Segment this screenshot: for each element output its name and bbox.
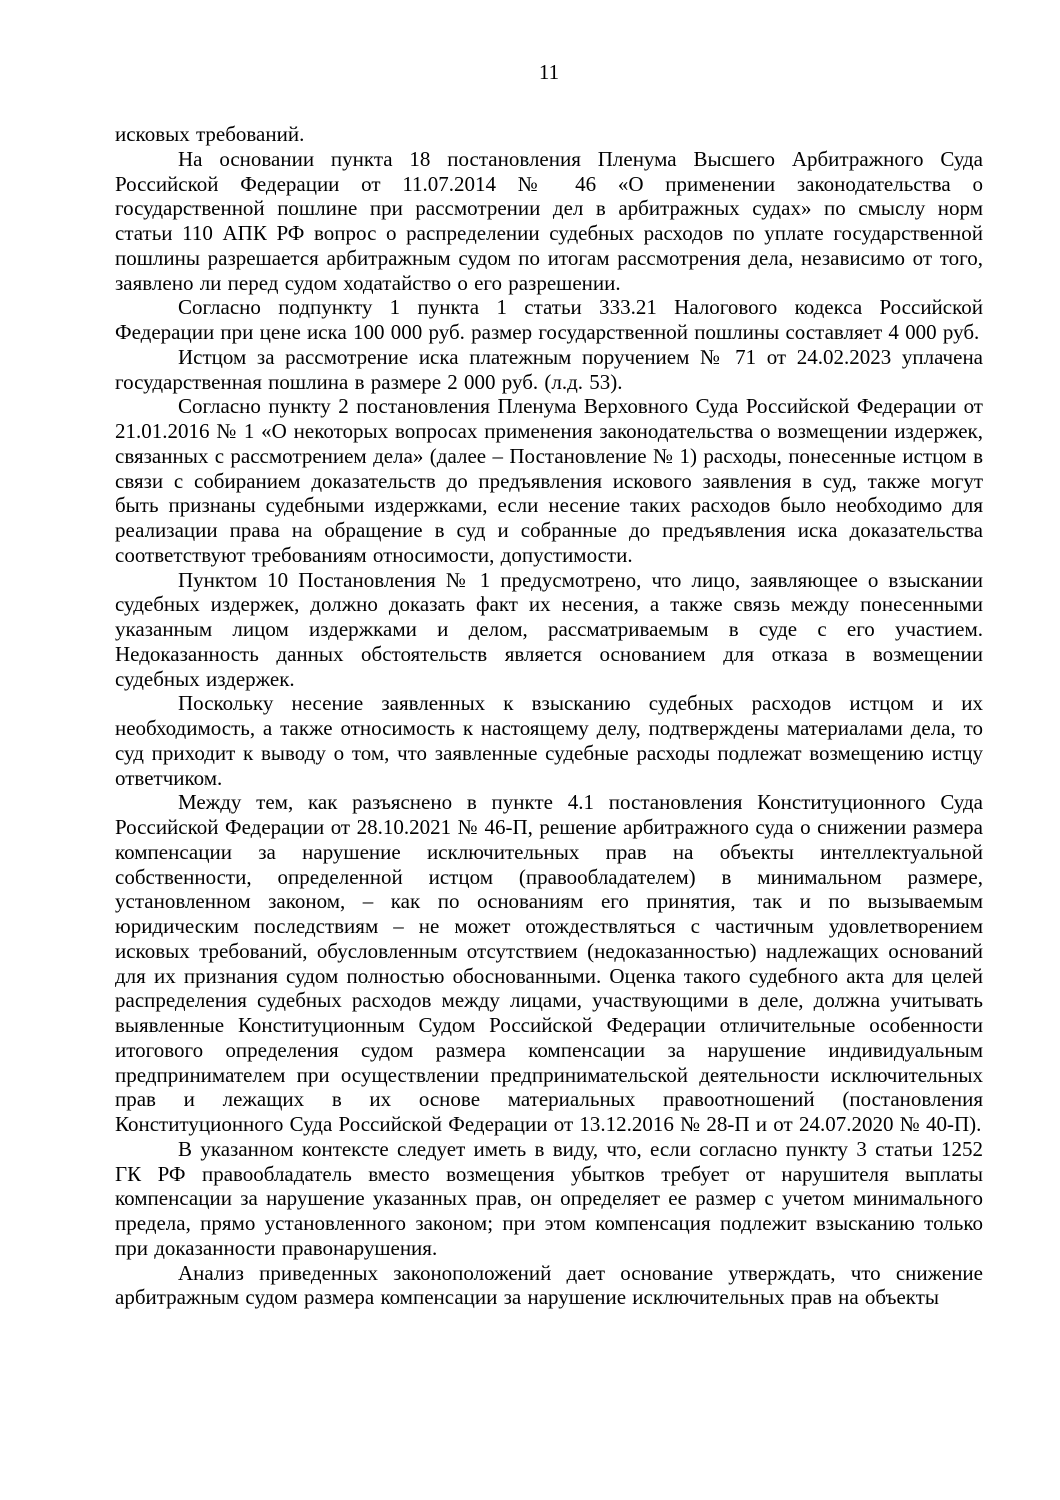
document-paragraph-court-conclusion: Поскольку несение заявленных к взысканию судебных расходов истцом и их необходимость, а также относимость к настоящему делу, подтверждены материалами дела, то суд приходит к выводу о том, что заявленные судебные расходы подлежат возмещению истцу ответчиком. <box>115 691 983 790</box>
document-paragraph-analysis: Анализ приведенных законоположений дает основание утверждать, что снижение арбитражным судом размера компенсации за нарушение исключительных прав на объекты <box>115 1260 983 1310</box>
page-number: 11 <box>538 60 560 84</box>
document-body <box>115 122 983 1310</box>
document-paragraph-plenum-vas-18: На основании пункта 18 постановления Пленума Высшего Арбитражного Суда Российской Федерации от 11.07.2014 № 46 «О применении законодательства о государственной пошлине при рассмотрении дел в арбитражных судах» по смыслу норм статьи 110 АПК РФ вопрос о распределении судебных расходов по уплате государственной пошлины разрешается арбитражным судом по итогам рассмотрения дела, независимо от того, заявлено ли перед судом ходатайство о его разрешении. <box>115 146 983 295</box>
document-paragraph-tax-code-fee: Согласно подпункту 1 пункта 1 статьи 333.21 Налогового кодекса Российской Федерации при цене иска 100 000 руб. размер государственной пошлины составляет 4 000 руб. <box>115 295 983 344</box>
document-paragraph-payment-order: Истцом за рассмотрение иска платежным поручением № 71 от 24.02.2023 уплачена государственная пошлина в размере 2 000 руб. (л.д. 53). <box>115 344 983 394</box>
document-paragraph-resolution-point-10: Пунктом 10 Постановления № 1 предусмотрено, что лицо, заявляющее о взыскании судебных издержек, должно доказать факт их несения, а также связь между понесенными указанным лицом издержками и делом, рассматриваемым в суде с его участием. Недоказанность данных обстоятельств является основанием для отказа в возмещении судебных издержек. <box>115 567 983 691</box>
document-paragraph-gk-rf-1252: В указанном контексте следует иметь в виду, что, если согласно пункту 3 статьи 1252 ГК РФ правообладатель вместо возмещения убытков требует от нарушителя выплаты компенсации за нарушение указанных прав, он определяет ее размер с учетом минимального предела, прямо установленного законом; при этом компенсация подлежит взысканию только при доказанности правонарушения. <box>115 1136 983 1260</box>
document-paragraph-plenum-vs-2: Согласно пункту 2 постановления Пленума Верховного Суда Российской Федерации от 21.01.2016 № 1 «О некоторых вопросах применения законодательства о возмещении издержек, связанных с рассмотрением дела» (далее – Постановление № 1) расходы, понесенные истцом в связи с собиранием доказательств до предъявления искового заявления в суд, также могут быть признаны судебными издержками, если несение таких расходов было необходимо для реализации права на обращение в суд и собранные до предъявления иска доказательства соответствуют требованиям относимости, допустимости. <box>115 394 983 567</box>
document-paragraph-continuation: исковых требований. <box>115 122 305 146</box>
document-paragraph-constitutional-court-46p: Между тем, как разъяснено в пункте 4.1 постановления Конституционного Суда Российской Федерации от 28.10.2021 № 46-П, решение арбитражного суда о снижении размера компенсации за нарушение исключительных прав на объекты интеллектуальной собственности, определенной истцом (правообладателем) в минимальном размере, установленном законом, – как по основаниям его принятия, так и по вызываемым юридическим последствиям – не может отождествляться с частичным удовлетворением исковых требований, обусловленным отсутствием (недоказанностью) надлежащих оснований для их признания судом полностью обоснованными. Оценка такого судебного акта для целей распределения судебных расходов между лицами, участвующими в деле, должна учитывать выявленные Конституционным Судом Российской Федерации отличительные особенности итогового определения судом размера компенсации за нарушение индивидуальным предпринимателем при осуществлении предпринимательской деятельности исключительных прав и лежащих в их основе материальных правоотношений (постановления Конституционного Суда Российской Федерации от 13.12.2016 № 28-П и от 24.07.2020 № 40-П). <box>115 790 983 1136</box>
